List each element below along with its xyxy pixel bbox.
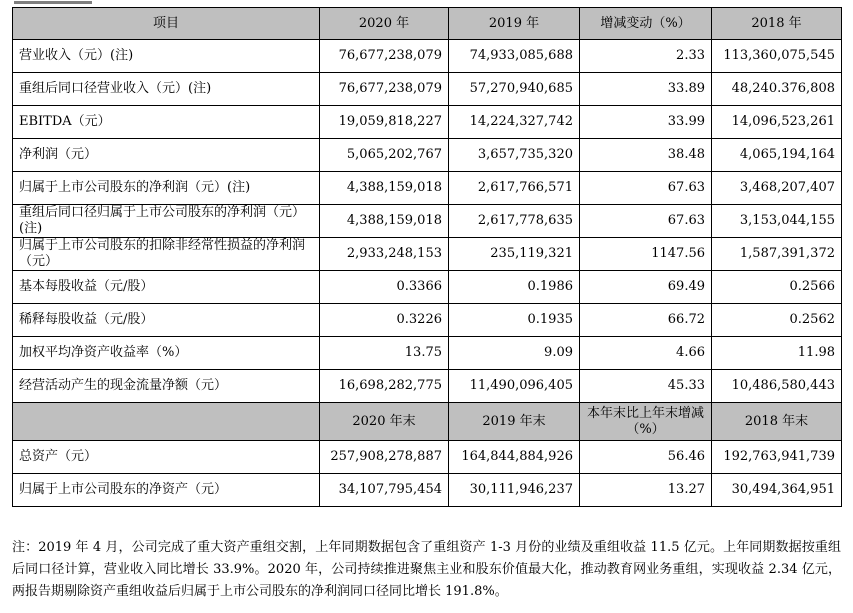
value-cell: 2,617,778,635 xyxy=(449,205,580,238)
value-cell: 235,119,321 xyxy=(449,238,580,271)
table-row xyxy=(13,172,842,205)
value-cell: 34,107,795,454 xyxy=(320,474,449,507)
value-cell: 4.66 xyxy=(580,337,712,370)
subheader-cell: 2019 年末 xyxy=(449,403,580,441)
row-label: 基本每股收益（元/股） xyxy=(13,271,320,304)
header-cell: 2018 年 xyxy=(712,8,842,40)
value-cell: 67.63 xyxy=(580,205,712,238)
value-cell: 13.27 xyxy=(580,474,712,507)
value-cell: 11,490,096,405 xyxy=(449,370,580,403)
value-cell: 69.49 xyxy=(580,271,712,304)
value-cell: 76,677,238,079 xyxy=(320,73,449,106)
value-cell: 1147.56 xyxy=(580,238,712,271)
row-label: 重组后同口径营业收入（元）(注) xyxy=(13,73,320,106)
value-cell: 0.3226 xyxy=(320,304,449,337)
value-cell: 76,677,238,079 xyxy=(320,40,449,73)
value-cell: 33.99 xyxy=(580,106,712,139)
row-label: 归属于上市公司股东的扣除非经常性损益的净利润（元） xyxy=(13,238,320,271)
table-body-year-end xyxy=(13,441,842,507)
value-cell: 66.72 xyxy=(580,304,712,337)
table-row xyxy=(13,238,842,271)
table-subheader-row xyxy=(13,403,842,441)
table-row xyxy=(13,73,842,106)
table-row xyxy=(13,40,842,73)
subheader-cell xyxy=(13,403,320,441)
value-cell: 0.3366 xyxy=(320,271,449,304)
value-cell: 11.98 xyxy=(712,337,842,370)
row-label: 归属于上市公司股东的净资产（元） xyxy=(13,474,320,507)
value-cell: 45.33 xyxy=(580,370,712,403)
value-cell: 2.33 xyxy=(580,40,712,73)
table-header-row xyxy=(13,8,842,40)
value-cell: 1,587,391,372 xyxy=(712,238,842,271)
subheader-cell: 2018 年末 xyxy=(712,403,842,441)
table-row xyxy=(13,271,842,304)
row-label: 营业收入（元）(注) xyxy=(13,40,320,73)
value-cell: 0.1935 xyxy=(449,304,580,337)
value-cell: 2,617,766,571 xyxy=(449,172,580,205)
value-cell: 30,494,364,951 xyxy=(712,474,842,507)
header-cell: 项目 xyxy=(13,8,320,40)
table-row xyxy=(13,205,842,238)
row-label: 归属于上市公司股东的净利润（元）(注) xyxy=(13,172,320,205)
value-cell: 0.2562 xyxy=(712,304,842,337)
value-cell: 38.48 xyxy=(580,139,712,172)
value-cell: 164,844,884,926 xyxy=(449,441,580,474)
value-cell: 192,763,941,739 xyxy=(712,441,842,474)
row-label: 净利润（元） xyxy=(13,139,320,172)
table-row xyxy=(13,370,842,403)
value-cell: 113,360,075,545 xyxy=(712,40,842,73)
value-cell: 30,111,946,237 xyxy=(449,474,580,507)
table-body-period xyxy=(13,40,842,403)
value-cell: 4,388,159,018 xyxy=(320,172,449,205)
value-cell: 0.1986 xyxy=(449,271,580,304)
value-cell: 48,240.376,808 xyxy=(712,73,842,106)
table-row xyxy=(13,139,842,172)
subheader-cell: 本年末比上年末增减（%） xyxy=(580,403,712,441)
value-cell: 57,270,940,685 xyxy=(449,73,580,106)
row-label: 加权平均净资产收益率（%） xyxy=(13,337,320,370)
subheader-cell: 2020 年末 xyxy=(320,403,449,441)
value-cell: 13.75 xyxy=(320,337,449,370)
value-cell: 257,908,278,887 xyxy=(320,441,449,474)
financial-summary-table xyxy=(12,7,842,507)
value-cell: 10,486,580,443 xyxy=(712,370,842,403)
header-cell: 2020 年 xyxy=(320,8,449,40)
value-cell: 5,065,202,767 xyxy=(320,139,449,172)
value-cell: 67.63 xyxy=(580,172,712,205)
value-cell: 9.09 xyxy=(449,337,580,370)
table-row xyxy=(13,337,842,370)
row-label: 重组后同口径归属于上市公司股东的净利润（元）(注) xyxy=(13,205,320,238)
footnote: 注：2019 年 4 月，公司完成了重大资产重组交割，上年同期数据包含了重组资产 1-3 月份的业绩及重组收益 11.5 亿元。上年同期数据按重组后同口径计算，营业收入同比增长 33.9%。2020 年，公司持续推进聚焦主业和股东价值最大化，推动教育网业务重组，实现收益 2.34 亿元，两报告期剔除资产重组收益后归属于上市公司股东的净利润同口径同比增长 191.8%。 xyxy=(12,540,841,599)
header-cell: 2019 年 xyxy=(449,8,580,40)
row-label: 总资产（元） xyxy=(13,441,320,474)
value-cell: 33.89 xyxy=(580,73,712,106)
row-label: 稀释每股收益（元/股） xyxy=(13,304,320,337)
value-cell: 19,059,818,227 xyxy=(320,106,449,139)
value-cell: 2,933,248,153 xyxy=(320,238,449,271)
value-cell: 4,388,159,018 xyxy=(320,205,449,238)
row-label: EBITDA（元） xyxy=(13,106,320,139)
table-row xyxy=(13,106,842,139)
table-row xyxy=(13,441,842,474)
table-row xyxy=(13,474,842,507)
row-label: 经营活动产生的现金流量净额（元） xyxy=(13,370,320,403)
section-heading-fragment xyxy=(14,0,92,5)
table-row xyxy=(13,304,842,337)
value-cell: 14,224,327,742 xyxy=(449,106,580,139)
header-cell: 增减变动（%） xyxy=(580,8,712,40)
value-cell: 74,933,085,688 xyxy=(449,40,580,73)
value-cell: 14,096,523,261 xyxy=(712,106,842,139)
value-cell: 4,065,194,164 xyxy=(712,139,842,172)
value-cell: 3,657,735,320 xyxy=(449,139,580,172)
value-cell: 3,153,044,155 xyxy=(712,205,842,238)
value-cell: 3,468,207,407 xyxy=(712,172,842,205)
value-cell: 56.46 xyxy=(580,441,712,474)
value-cell: 0.2566 xyxy=(712,271,842,304)
value-cell: 16,698,282,775 xyxy=(320,370,449,403)
